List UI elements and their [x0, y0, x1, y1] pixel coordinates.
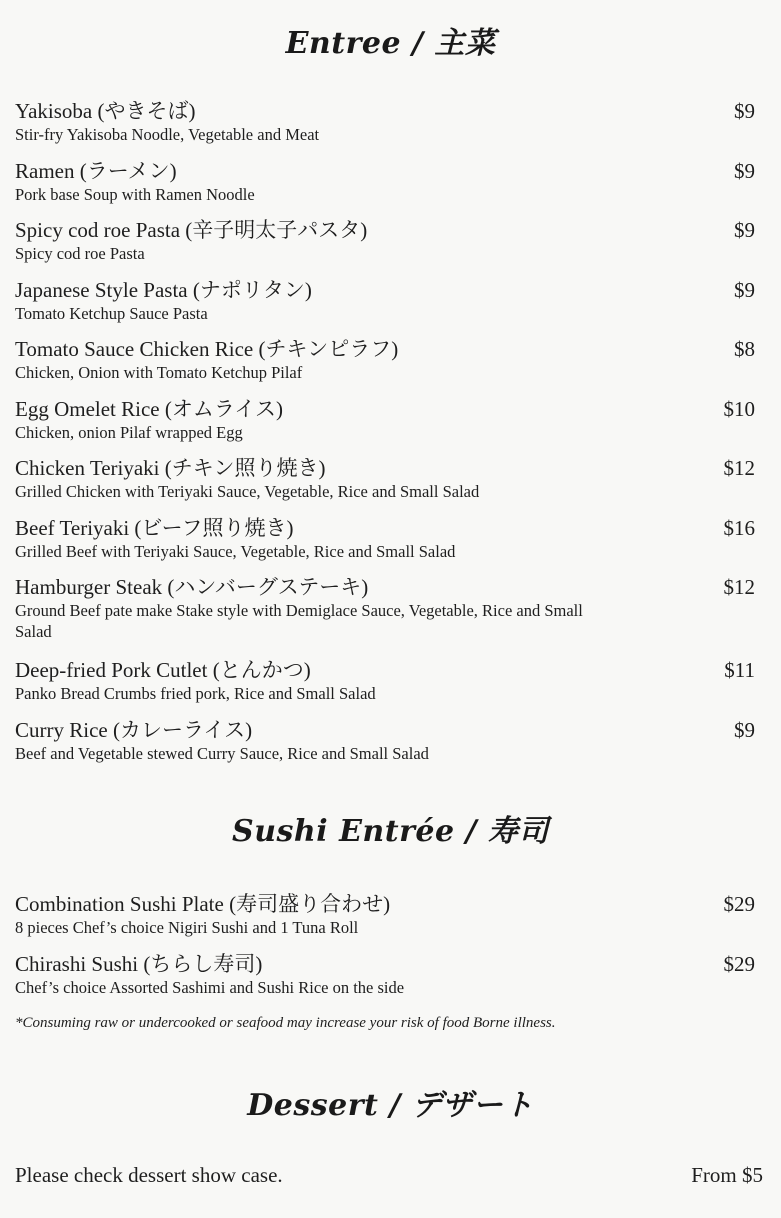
item-name: Egg Omelet Rice (オムライス) — [15, 397, 284, 421]
menu-item-curry-rice — [15, 717, 765, 764]
menu-item-hamburger-steak — [15, 574, 765, 642]
item-description: Ground Beef pate make Stake style with Demiglace Sauce, Vegetable, Rice and Small Salad — [15, 601, 583, 641]
menu-item-beef-teriyaki — [15, 515, 765, 562]
item-name: Beef Teriyaki (ビーフ照り焼き) — [15, 516, 294, 540]
item-price: $12 — [723, 575, 755, 599]
menu-item-chicken-teriyaki — [15, 455, 765, 502]
item-description: 8 pieces Chef’s choice Nigiri Sushi and 1 Tuna Roll — [15, 918, 359, 937]
item-price: $16 — [723, 516, 755, 540]
item-price: $9 — [734, 99, 755, 123]
menu-item-omelet-rice — [15, 396, 765, 443]
menu-item-pork-cutlet — [15, 657, 765, 704]
menu-item-japanese-style-pasta — [15, 277, 765, 324]
item-price: $29 — [723, 952, 755, 976]
item-price: $9 — [734, 218, 755, 242]
item-name: Tomato Sauce Chicken Rice (チキンピラフ) — [15, 337, 399, 361]
item-name: Chirashi Sushi (ちらし寿司) — [15, 952, 263, 976]
dessert-line — [15, 1163, 763, 1188]
item-description: Grilled Beef with Teriyaki Sauce, Vegetable, Rice and Small Salad — [15, 542, 456, 561]
menu-item-ramen — [15, 158, 765, 205]
menu-item-chirashi-sushi — [15, 951, 765, 998]
item-price: $9 — [734, 278, 755, 302]
item-price: $11 — [724, 658, 755, 682]
item-price: $10 — [723, 397, 755, 421]
item-name: Chicken Teriyaki (チキン照り焼き) — [15, 456, 326, 480]
item-description: Tomato Ketchup Sauce Pasta — [15, 304, 208, 323]
dessert-text: Please check dessert show case. — [15, 1163, 283, 1187]
dessert-price: From $5 — [691, 1163, 763, 1187]
sushi-section-title: Sushi Entrée / 寿司 — [232, 814, 549, 849]
dessert-section-title: Dessert / デザート — [247, 1088, 534, 1123]
item-name: Curry Rice (カレーライス) — [15, 718, 253, 742]
item-description: Beef and Vegetable stewed Curry Sauce, Rice and Small Salad — [15, 744, 429, 763]
item-name: Japanese Style Pasta (ナポリタン) — [15, 278, 312, 302]
item-name: Ramen (ラーメン) — [15, 159, 177, 183]
item-name: Combination Sushi Plate (寿司盛り合わせ) — [15, 892, 391, 916]
entree-section-title: Entree / 主菜 — [285, 26, 496, 61]
food-safety-note: *Consuming raw or undercooked or seafood may increase your risk of food Borne illness. — [15, 1015, 556, 1031]
item-description: Stir-fry Yakisoba Noodle, Vegetable and Meat — [15, 125, 320, 144]
item-description: Chicken, onion Pilaf wrapped Egg — [15, 423, 243, 442]
item-description: Chef’s choice Assorted Sashimi and Sushi Rice on the side — [15, 978, 405, 997]
menu-item-chicken-rice — [15, 336, 765, 383]
menu-item-combination-sushi — [15, 891, 765, 938]
item-description: Grilled Chicken with Teriyaki Sauce, Vegetable, Rice and Small Salad — [15, 482, 480, 501]
item-description: Spicy cod roe Pasta — [15, 244, 145, 263]
item-description: Chicken, Onion with Tomato Ketchup Pilaf — [15, 363, 303, 382]
item-description: Panko Bread Crumbs fried pork, Rice and Small Salad — [15, 684, 376, 703]
item-price: $9 — [734, 159, 755, 183]
item-name: Deep-fried Pork Cutlet (とんかつ) — [15, 658, 311, 682]
item-description: Pork base Soup with Ramen Noodle — [15, 185, 255, 204]
item-price: $9 — [734, 718, 755, 742]
item-price: $29 — [723, 892, 755, 916]
item-name: Spicy cod roe Pasta (辛子明太子パスタ) — [15, 218, 368, 242]
menu-item-yakisoba — [15, 98, 765, 145]
item-price: $12 — [723, 456, 755, 480]
menu-item-spicy-cod-roe-pasta — [15, 217, 765, 264]
item-name: Hamburger Steak (ハンバーグステーキ) — [15, 575, 369, 599]
item-price: $8 — [734, 337, 755, 361]
item-name: Yakisoba (やきそば) — [15, 99, 196, 123]
